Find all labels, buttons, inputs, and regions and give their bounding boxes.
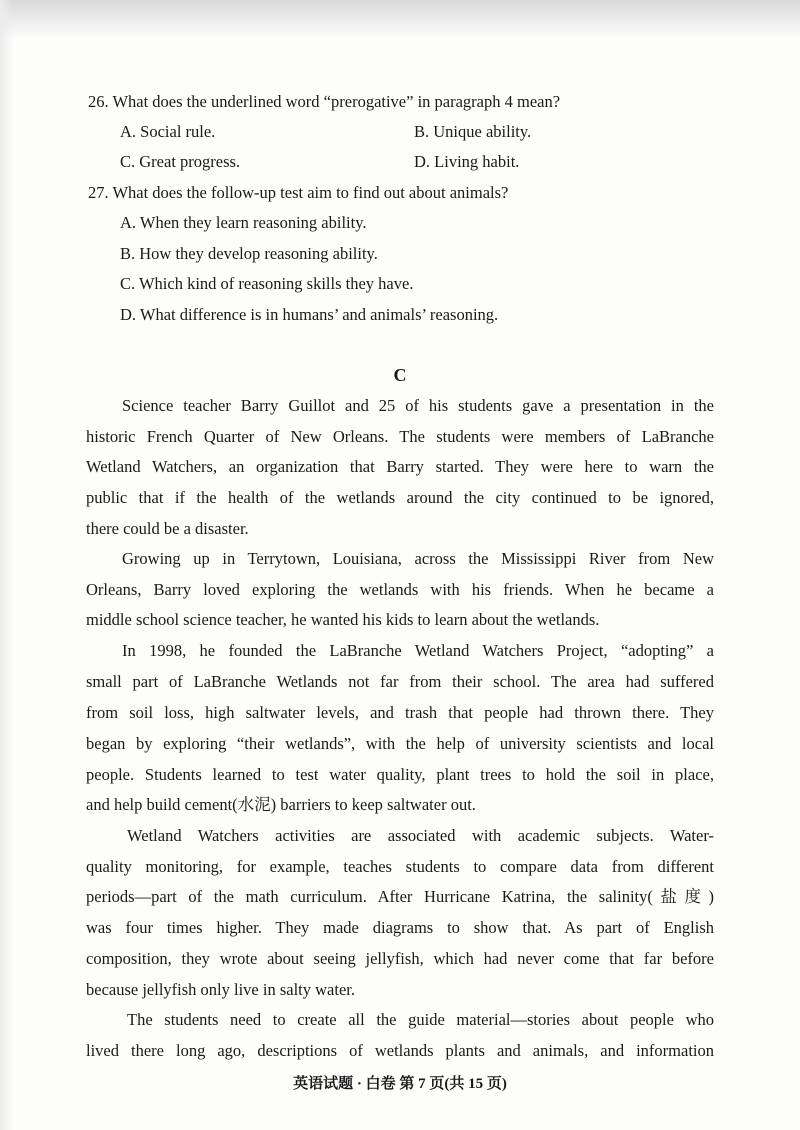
passage-line: Wetland Watchers, an organization that Barry started. They were here to warn the [86, 457, 714, 476]
question-27-option-b: B. How they develop reasoning ability. [120, 244, 378, 263]
passage-line: public that if the health of the wetlands around the city continued to be ignored, [86, 488, 714, 507]
passage-line: composition, they wrote about seeing jellyfish, which had never come that far before [86, 949, 714, 968]
question-26-option-c: C. Great progress. [120, 152, 241, 171]
passage-line: began by exploring “their wetlands”, with the help of university scientists and local [86, 734, 714, 753]
passage-line: historic French Quarter of New Orleans. The students were members of LaBranche [86, 427, 714, 446]
passage-line: Science teacher Barry Guillot and 25 of his students gave a presentation in the [122, 396, 714, 415]
question-27-option-d: D. What difference is in humans’ and animals’ reasoning. [120, 305, 499, 324]
section-heading: C [393, 365, 407, 385]
question-26-option-a: A. Social rule. [120, 122, 216, 141]
passage-line: and help build cement(水泥) barriers to keep saltwater out. [86, 795, 476, 814]
question-26-option-d: D. Living habit. [414, 152, 520, 171]
passage-line: people. Students learned to test water quality, plant trees to hold the soil in place, [86, 765, 714, 784]
passage-line: The students need to create all the guide material—stories about people who [127, 1010, 714, 1029]
passage-line: quality monitoring, for example, teaches students to compare data from different [86, 857, 714, 876]
question-27-option-a: A. When they learn reasoning ability. [120, 213, 367, 232]
passage-line: lived there long ago, descriptions of wetlands plants and animals, and information [86, 1041, 714, 1060]
passage-line: there could be a disaster. [86, 519, 249, 538]
passage-line: Growing up in Terrytown, Louisiana, across the Mississippi River from New [122, 549, 714, 568]
question-26-option-b: B. Unique ability. [414, 122, 532, 141]
page-footer: 英语试题 · 白卷 第 7 页(共 15 页) [293, 1076, 507, 1092]
question-27-option-c: C. Which kind of reasoning skills they have. [120, 274, 414, 293]
question-27-stem: 27. What does the follow-up test aim to find out about animals? [88, 183, 509, 202]
passage-line: Orleans, Barry loved exploring the wetlands with his friends. When he became a [86, 580, 714, 599]
passage-line: from soil loss, high saltwater levels, and trash that people had thrown there. They [86, 703, 714, 722]
question-26-stem: 26. What does the underlined word “prerogative” in paragraph 4 mean? [88, 92, 561, 111]
passage-line: Wetland Watchers activities are associated with academic subjects. Water- [127, 826, 714, 845]
passage-line: In 1998, he founded the LaBranche Wetland Watchers Project, “adopting” a [122, 641, 714, 660]
passage-line: because jellyfish only live in salty water. [86, 980, 355, 999]
passage-line: was four times higher. They made diagrams to show that. As part of English [86, 918, 714, 937]
passage-line: periods—part of the math curriculum. After Hurricane Katrina, the salinity(盐度) [86, 887, 714, 906]
passage-line: middle school science teacher, he wanted his kids to learn about the wetlands. [86, 610, 600, 629]
passage-line: small part of LaBranche Wetlands not far from their school. The area had suffered [86, 672, 714, 691]
